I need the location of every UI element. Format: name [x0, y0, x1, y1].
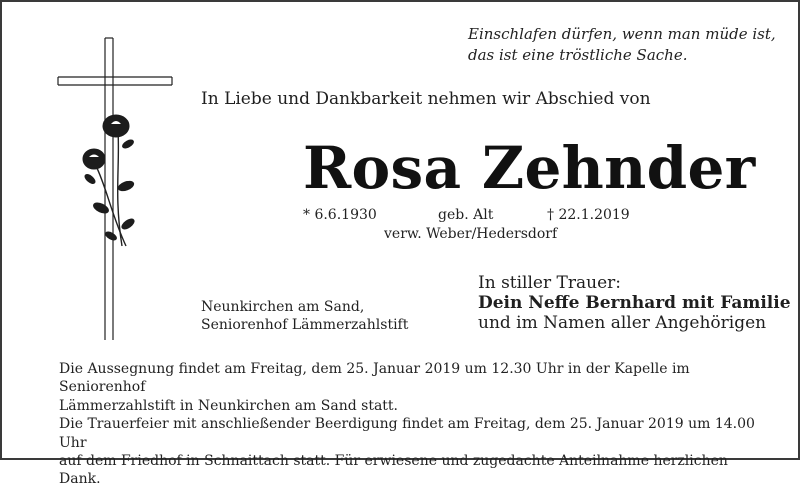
deceased-name: Rosa Zehnder: [303, 134, 756, 202]
widowed-names: verw. Weber/Hedersdorf: [384, 226, 558, 242]
intro-text: In Liebe und Dankbarkeit nehmen wir Abschied von: [201, 89, 651, 109]
notice-line-4: auf dem Friedhof in Schnaittach statt. Für erwiesene und zugedachte Anteilnahme herzlichen Dank.: [59, 453, 728, 488]
notice-line-3: Die Trauerfeier mit anschließender Beerdigung findet am Freitag, dem 25. Januar 2019 um 14.00 Uhr: [59, 416, 755, 451]
place-line-2: Seniorenhof Lämmerzahlstift: [201, 317, 409, 333]
birth-date: * 6.6.1930: [303, 207, 377, 223]
mourners-family: Dein Neffe Bernhard mit Familie: [478, 293, 791, 313]
motto-line-2: das ist eine tröstliche Sache.: [468, 46, 688, 64]
notice-line-2: Lämmerzahlstift in Neunkirchen am Sand statt.: [59, 397, 399, 414]
motto-line-1: Einschlafen dürfen, wenn man müde ist,: [468, 25, 776, 43]
maiden-name: geb. Alt: [438, 207, 494, 223]
notice-line-1: Die Aussegnung findet am Freitag, dem 25. Januar 2019 um 12.30 Uhr in der Kapelle im Seniorenhof: [59, 361, 690, 396]
death-date: † 22.1.2019: [547, 207, 630, 223]
place-line-1: Neunkirchen am Sand,: [201, 299, 365, 315]
mourners-block: [478, 273, 791, 333]
service-notice: [59, 360, 759, 489]
cross-with-roses-icon: [56, 36, 176, 346]
mourners-heading: In stiller Trauer:: [478, 273, 621, 293]
place-block: [201, 298, 408, 334]
mourners-relatives: und im Namen aller Angehörigen: [478, 313, 767, 333]
motto-quote: [468, 24, 776, 66]
